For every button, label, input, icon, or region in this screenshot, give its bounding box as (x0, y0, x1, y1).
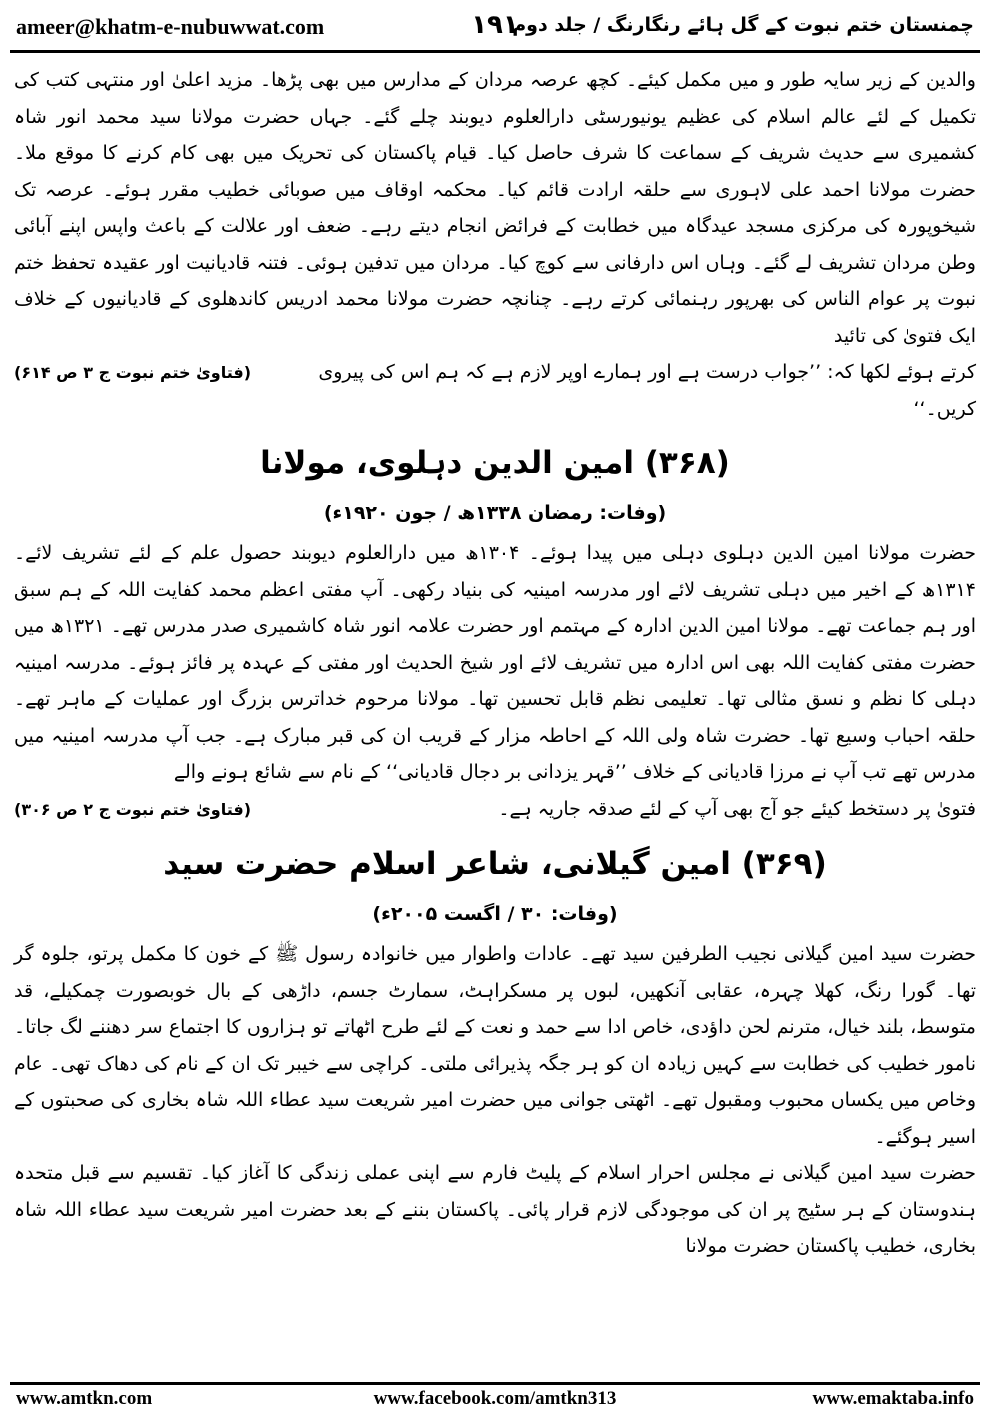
section1-last-line: کرتے ہوئے لکھا کہ: ’’جواب درست ہے اور ہمارے اوپر لازم ہے کہ ہم اس کی پیروی کریں۔‘‘ (318, 361, 976, 420)
header-divider (10, 50, 980, 53)
section1-paragraph: والدین کے زیر سایہ طور و میں مکمل کیئے۔ کچھ عرصہ مردان کے مدارس میں بھی پڑھا۔ مزید اعلیٰ اور منتہی کتب کی تکمیل کے لئے عالم اسلام کی عظیم یونیورسٹی دارالعلوم دیوبند چلے گئے۔ جہاں حضرت مولانا سید محمد انور شاہ کشمیری سے حدیث شریف کے سماعت کا شرف حاصل کیا۔ قیام پاکستان کی تحریک میں بھی کام کرنے کا موقع ملا۔ حضرت مولانا احمد علی لاہوری سے حلقہ ارادت قائم کیا۔ محکمہ اوقاف میں صوبائی خطیب مقرر ہوئے۔ عرصہ تک شیخوپورہ کی مرکزی مسجد عیدگاہ میں خطابت کے فرائض انجام دیتے رہے۔ ضعف اور علالت کے باعث واپس اپنے آبائی وطن مردان تشریف لے گئے۔ وہاں اس دارفانی سے کوچ کیا۔ مردان میں تدفین ہوئی۔ فتنہ قادیانیت اور عقیدہ تحفظ ختم نبوت پر عوام الناس کی بھرپور رہنمائی کرتے رہے۔ چنانچہ حضرت مولانا محمد ادریس کاندھلوی کے قادیانیوں کے خلاف ایک فتویٰ کی تائید (14, 69, 976, 347)
footer-link-amtkn[interactable]: www.amtkn.com (16, 1388, 153, 1409)
header-email: ameer@khatm-e-nubuwwat.com (16, 14, 325, 39)
footer-link-facebook[interactable]: www.facebook.com/amtkn313 (373, 1388, 617, 1409)
section2-paragraph: حضرت مولانا امین الدین دہلوی دہلی میں پیدا ہوئے۔ ۱۳۰۴ھ میں دارالعلوم دیوبند حصول علم کے لئے تشریف لائے۔ ۱۳۱۴ھ کے اخیر میں دہلی تشریف لائے اور مدرسہ امینیہ کی بنیاد رکھی۔ آپ مفتی اعظم محمد کفایت اللہ کے ہم سبق اور ہم جماعت تھے۔ مولانا امین الدین ادارہ کے مہتمم اور حضرت علامہ انور شاہ کاشمیری صدر مدرس تھے۔ ۱۳۲۱ھ میں حضرت مفتی کفایت اللہ بھی اس ادارہ میں تشریف لائے اور شیخ الحدیث اور مفتی کے عہدہ پر فائز ہوئے۔ مدرسہ امینیہ دہلی کا نظم و نسق مثالی تھا۔ تعلیمی نظم قابل تحسین تھا۔ مولانا مرحوم خداترس بزرگ اور عملیات کے ماہر تھے۔ حلقہ احباب وسیع تھا۔ حضرت شاہ ولی اللہ کے احاطہ مزار کے قریب ان کی قبر مبارک ہے۔ جب آپ مدرسہ امینیہ میں مدرس تھے تب آپ نے مرزا قادیانی کے خلاف ’’قہر یزدانی بر دجال قادیانی‘‘ کے نام سے شائع ہونے والے (14, 542, 976, 783)
section2-heading: (۳۶۸) امین الدین دہلوی، مولانا (260, 445, 730, 481)
section3-heading: (۳۶۹) امین گیلانی، شاعر اسلام حضرت سید (163, 846, 827, 882)
section3-paragraph-1: حضرت سید امین گیلانی نجیب الطرفین سید تھے۔ عادات واطوار میں خانوادہ رسول ﷺ کے خون کا مکمل پرتو، جلوہ گر تھا۔ گورا رنگ، کھلا چہرہ، عقابی آنکھیں، لبوں پر مسکراہٹ، سمارٹ جسم، داڑھی کے بال خوبصورت چمکیلے، قد متوسط، بلند خیال، مترنم لحن داؤدی، خاص ادا سے حمد و نعت کے لئے طرح اٹھاتے تو ہزاروں کا اجتماع سر دھننے لگ جاتا۔ نامور خطیب کی خطابت سے کہیں زیادہ ان کو ہر جگہ پذیرائی ملتی۔ کراچی سے خیبر تک ان کے نام کی دھاک تھی۔ عام وخاص میں یکساں محبوب ومقبول تھے۔ اٹھتی جوانی میں حضرت امیر شریعت سید عطاء اللہ شاہ بخاری کی صحبتوں کے اسیر ہوگئے۔ (14, 943, 976, 1148)
footer-link-emaktaba[interactable]: www.emaktaba.info (812, 1388, 974, 1409)
book-title: چمنستان ختم نبوت کے گل ہائے رنگارنگ / جلد دوم (512, 14, 974, 36)
section3-death-date: (وفات: ۳۰ / اگست ۲۰۰۵ء) (372, 903, 618, 925)
section3-paragraph-2: حضرت سید امین گیلانی نے مجلس احرار اسلام کے پلیٹ فارم سے اپنی عملی زندگی کا آغاز کیا۔ تقسیم سے قبل متحدہ ہندوستان کے ہر سٹیج پر ان کی موجودگی لازم قرار پائی۔ پاکستان بننے کے بعد حضرت امیر شریعت سید عطاء اللہ شاہ بخاری، خطیب پاکستان حضرت مولانا (14, 1162, 976, 1257)
section1-last-line-row (14, 354, 976, 427)
footer-divider (10, 1382, 980, 1385)
page-body (14, 62, 976, 1265)
page-header (10, 8, 980, 48)
section2-last-line-row (14, 791, 976, 829)
section2-death-date: (وفات: رمضان ۱۳۳۸ھ / جون ۱۹۲۰ء) (323, 502, 667, 524)
section2-last-line: فتویٰ پر دستخط کیئے جو آج بھی آپ کے لئے صدقہ جاریہ ہے۔ (498, 797, 976, 820)
page-footer (10, 1388, 980, 1414)
section2-reference: (فتاویٰ ختم نبوت ج ۲ ص ۳۰۶) (14, 799, 252, 819)
section1-reference: (فتاویٰ ختم نبوت ج ۳ ص ۶۱۴) (14, 363, 252, 382)
page-number: ۱۹۱ (471, 10, 519, 40)
